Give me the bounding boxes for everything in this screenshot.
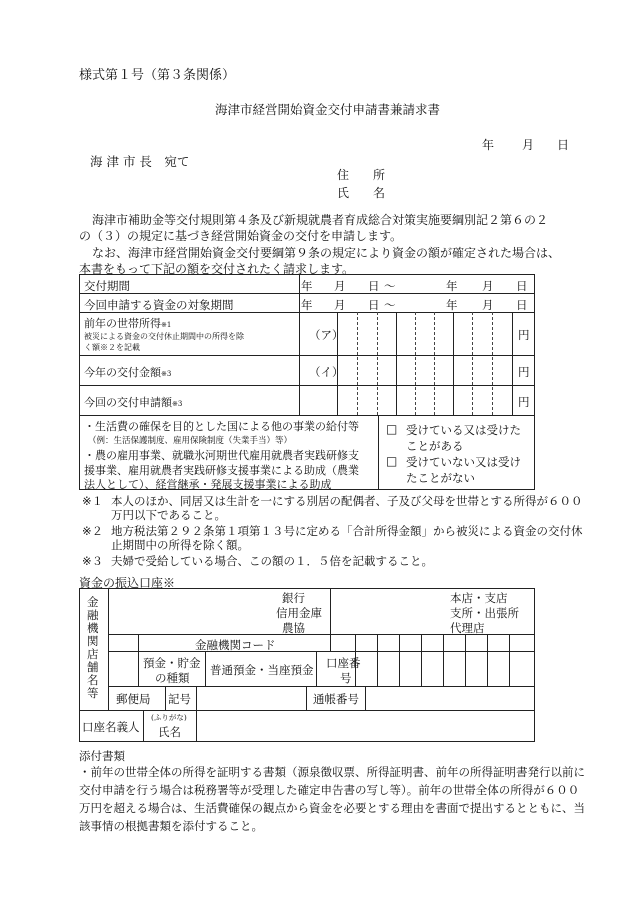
note-2-line-1: 地方税法第２９２条第１項第１３号に定める「合計所得金額」から被災による資金の交付休 [111,524,583,538]
target-tilde: ～ [384,298,396,312]
attachments-line-3: 万円を超える場合は、生活費確保の観点から資金を必要とする理由を書面で提出するとともに、当 [79,801,585,815]
note-1-line-1: 本人のほか、同居又は生計を一にする別居の配偶者、子及び父母を世帯とする所得が６００ [111,494,583,508]
target-start-month: 月 [334,298,346,312]
target-end-month: 月 [482,298,494,312]
benefit-line-3: ・農の雇用事業、就職氷河期世代雇用就農者実践研修支 [84,449,359,462]
this-request-label: 今回の交付申請額※3 [84,396,183,409]
period-end-year: 年 [446,279,458,293]
period-start-month: 月 [334,279,346,293]
addressee: 海 津 市 長 宛て [90,154,190,169]
benefit-line-2: （例：生活保護制度、雇用保険制度（失業手当）等） [88,436,293,446]
benefit-line-5: 法人として）、経営継承・発展支援事業による助成 [84,478,332,491]
intro-line-2: の（３）の規定に基づき経営開始資金の交付を申請します。 [79,229,403,243]
period-end-day: 日 [516,279,528,293]
received-checkbox[interactable]: □ [386,422,398,436]
period-start-day: 日 [368,279,380,293]
date-day-label: 日 [557,138,570,152]
attachments-line-2: 交付申請を行う場合は税務署等が受理した確定申告書の写し等）。前年の世帯全体の所得が６００ [79,783,580,797]
attachments-title: 添付書類 [79,749,125,763]
benefit-line-4: 援事業、雇用就農者実践研修支援事業による助成（農業 [84,464,359,477]
target-period-label: 今回申請する資金の対象期間 [84,298,234,312]
this-request-yen: 円 [518,395,530,409]
post-office-label: 郵便局 [116,692,151,706]
account-number-line-1: 口座番 [326,656,361,670]
period-start-year: 年 [301,279,313,293]
intro-line-1: 海津市補助金等交付規則第４条及び新規就農者育成総合対策実施要綱別記２第６の２ [92,213,549,227]
date-year-label: 年 [482,138,495,152]
deposit-type-line-2: の種類 [155,671,190,685]
prev-income-label: 前年の世帯所得※1 [84,317,172,330]
not-received-checkbox[interactable]: □ [386,454,398,468]
symbol-field[interactable] [198,688,304,708]
intro-line-4: 本書をもって下記の額を交付されたく請求します。 [79,262,355,276]
account-holder-label: 口座名義人 [82,720,140,734]
target-end-day: 日 [516,298,528,312]
bank-type-bank: 銀行 [282,591,305,605]
received-option-line-1: 受けている又は受けた [406,423,521,437]
target-start-day: 日 [368,298,380,312]
this-year-yen: 円 [518,365,530,379]
name-label: 氏 名 [337,186,386,200]
note-3-line-1: 夫婦で受給している場合、この額の１．５倍を記載すること。 [111,554,433,568]
note-1-line-2: 万円以下であること。 [111,508,226,522]
intro-line-3: なお、海津市経営開始資金交付要綱第９条の規定により資金の額が確定された場合は、 [92,246,561,260]
passbook-number-label: 通帳番号 [313,692,359,706]
period-label: 交付期間 [84,279,130,293]
branch-name-field[interactable] [334,592,444,632]
note-2-line-2: 止期間中の所得を除く額。 [111,538,249,552]
this-year-code: （イ） [309,365,344,379]
prev-income-code: （ア） [309,328,344,342]
bank-type-credit-union: 信用金庫 [276,606,322,620]
deposit-type-line-1: 預金・貯金 [143,656,201,670]
prev-income-sub-1: 被災による資金の交付休止期間中の所得を除 [84,332,244,341]
note-1-mark: ※１ [82,494,104,508]
symbol-label: 記号 [168,692,191,706]
prev-income-yen: 円 [518,328,530,342]
bank-section-title: 資金の振込口座※ [79,576,176,590]
not-received-option-line-1: 受けていない又は受け [406,455,521,469]
holder-name-label: 氏名 [158,725,181,739]
branch-type-main: 本店・支店 [450,591,508,605]
passbook-number-field[interactable] [367,688,533,708]
bank-type-agri-coop: 農協 [282,621,305,635]
period-end-month: 月 [482,279,494,293]
furigana-label: (ふりがな) [151,713,187,722]
this-year-label: 今年の交付金額※3 [84,366,172,379]
prev-income-sub-2: く額※２を記載 [84,343,140,352]
date-month-label: 月 [522,138,535,152]
note-2-mark: ※２ [82,524,104,538]
note-3-mark: ※３ [82,554,104,568]
branch-type-agency: 代理店 [450,621,485,635]
benefit-line-1: ・生活費の確保を目的とした国による他の事業の給付等 [84,420,359,433]
period-tilde: ～ [384,279,396,293]
this-year-amount-field[interactable] [340,387,510,413]
bank-name-field[interactable] [112,592,272,632]
prev-income-amount-field[interactable] [340,314,510,353]
deposit-options[interactable]: 普通預金・当座預金 [210,663,314,677]
attachments-line-1: ・前年の世帯全体の所得を証明する書類（源泉徴収票、所得証明書、前年の所得証明書発行以前に [79,765,585,779]
account-number-line-2: 号 [340,671,352,685]
form-number: 様式第１号（第３条関係） [79,68,236,83]
target-end-year: 年 [446,298,458,312]
branch-type-sub: 支所・出張所 [450,606,519,620]
page-title: 海津市経営開始資金交付申請書兼請求書 [215,102,441,117]
attachments-line-4: 該事情の根拠書類を添付すること。 [79,819,263,833]
bank-code-label: 金融機関コード [195,638,276,652]
address-label: 住 所 [337,168,386,182]
target-start-year: 年 [301,298,313,312]
not-received-option-line-2: たことがない [406,471,475,485]
holder-name-field[interactable] [198,712,532,740]
received-option-line-2: ことがある [406,439,464,453]
institution-label: 金融機関店舗名等 [87,595,99,700]
